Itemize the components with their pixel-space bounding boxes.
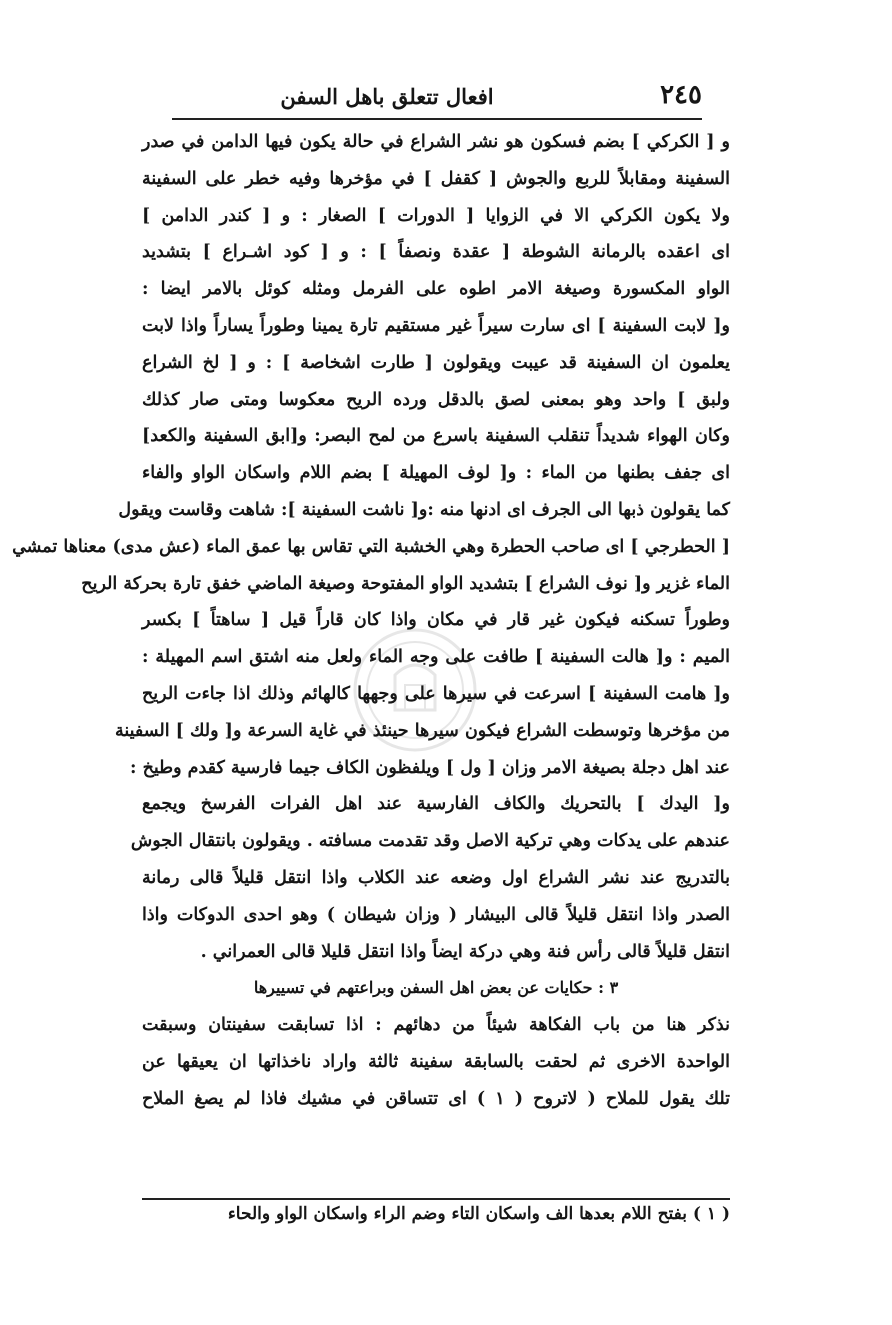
body-line: الماء غزير و[ نوف الشراع ] بتشديد الواو المفتوحة وصيغة الماضي خفق تارة بحركة الريح (81, 573, 730, 594)
body-line: [ الحطرجي ] اى صاحب الحطرة وهي الخشبة التي تقاس بها عمق الماء (عش مدى) معناها تمشي (12, 536, 730, 557)
body-line: الميم : و[ هالت السفينة ] طافت على وجه الماء ولعل منه اشتق اسم المهيلة : (142, 647, 730, 668)
body-line: عند اهل دجلة بصيغة الامر وزان [ ول ] ويلفظون الكاف جيما فارسية كقدم وطيخ : (130, 757, 730, 778)
section-line: تلك يقول للملاح ( لاتروح ( ١ ) اى تتساقن في مشيك فاذا لم يصغ الملاح (142, 1088, 730, 1109)
section-line: الواحدة الاخرى ثم لحقت بالسابقة سفينة ثالثة واراد ناخذاتها ان يعيقها عن (142, 1051, 730, 1072)
section-heading: ٣ : حكايات عن بعض اهل السفن وبراعتهم في تسييرها (253, 978, 619, 998)
section-line: نذكر هنا من باب الفكاهة شيئاً من دهائهم : اذا تسابقت سفينتان وسبقت (142, 1015, 730, 1036)
running-title: افعال تتعلق باهل السفن (280, 84, 494, 109)
body-line: الواو المكسورة وصيغة الامر اطوه على الفرمل ومثله كوئل بالامر ايضا : (142, 279, 730, 300)
header-rule (172, 118, 702, 120)
body-line: و [ الكركي ] بضم فسكون هو نشر الشراع في حالة يكون فيها الدامن في صدر (142, 132, 730, 152)
body-line: وطوراً تسكنه فيكون غير قار في مكان واذا كان قاراً قيل [ ساهتاً ] بكسر (142, 610, 730, 631)
body-line: الصدر واذا انتقل قليلاً قالى البيشار ( وزان شيطان ) وهو احدى الدوكات واذا (142, 904, 730, 925)
body-line: و[ هامت السفينة ] اسرعت في سيرها على وجهها كالهائم وذلك اذا جاءت الريح (142, 683, 730, 704)
footnote: ( ١ ) بفتح اللام بعدها الف واسكان التاء وضم الراء واسكان الواو والحاء (227, 1204, 730, 1224)
body-line: اى جفف بطنها من الماء : و[ لوف المهيلة ] بضم اللام واسكان الواو والفاء (142, 463, 730, 484)
body-line: اى اعقده بالرمانة الشوطة [ عقدة ونصفاً ] : و [ كود اشـراع ] بتشديد (142, 242, 730, 263)
page-body (12, 124, 730, 1118)
body-line: السفينة ومقابلاً للربع والجوش [ كقفل ] في مؤخرها وفيه خطر على السفينة (142, 168, 730, 189)
body-line: عندهم على يدكات وهي تركية الاصل وقد تقدمت مسافته . ويقولون بانتقال الجوش (130, 831, 730, 852)
body-line: من مؤخرها وتوسطت الشراع فيكون سيرها حينئذ في غاية السرعة و[ ولك ] السفينة (114, 720, 730, 741)
body-line: و[ لابت السفينة ] اى سارت سيراً غير مستقيم تارة يمينا وطوراً يساراً واذا لابت (142, 315, 730, 336)
body-line: كما يقولون ذبها الى الجرف اى ادنها منه :و[ ناشت السفينة ]: شاهت وقاست ويقول (118, 499, 730, 520)
page-header (172, 78, 702, 118)
body-line: و[ اليدك ] بالتحريك والكاف الفارسية عند اهل الفرات الفرسخ ويجمع (142, 794, 730, 815)
body-line: يعلمون ان السفينة قد عيبت ويقولون [ طارت اشخاصة ] : و [ لخ الشراع (142, 352, 730, 373)
body-line: وكان الهواء شديداً تنقلب السفينة باسرع من لمح البصر: و[ابق السفينة والكعد] (142, 426, 730, 447)
body-line: بالتدريج عند نشر الشراع اول وضعه عند الكلاب واذا انتقل قليلاً قالى رمانة (142, 867, 730, 888)
body-line: انتقل قليلاً قالى رأس فنة وهي دركة ايضاً واذا انتقل قليلا قالى العمراني . (200, 941, 730, 962)
footnote-rule (142, 1198, 730, 1200)
body-line: ولا يكون الكركي الا في الزوايا [ الدورات ] الصغار : و [ كندر الدامن ] (142, 205, 730, 226)
body-line: ولبق ] واحد وهو بمعنى لصق بالدقل ورده الريح معكوسا ومتى صار كذلك (142, 389, 730, 410)
page-number: ٢٤٥ (660, 80, 702, 110)
